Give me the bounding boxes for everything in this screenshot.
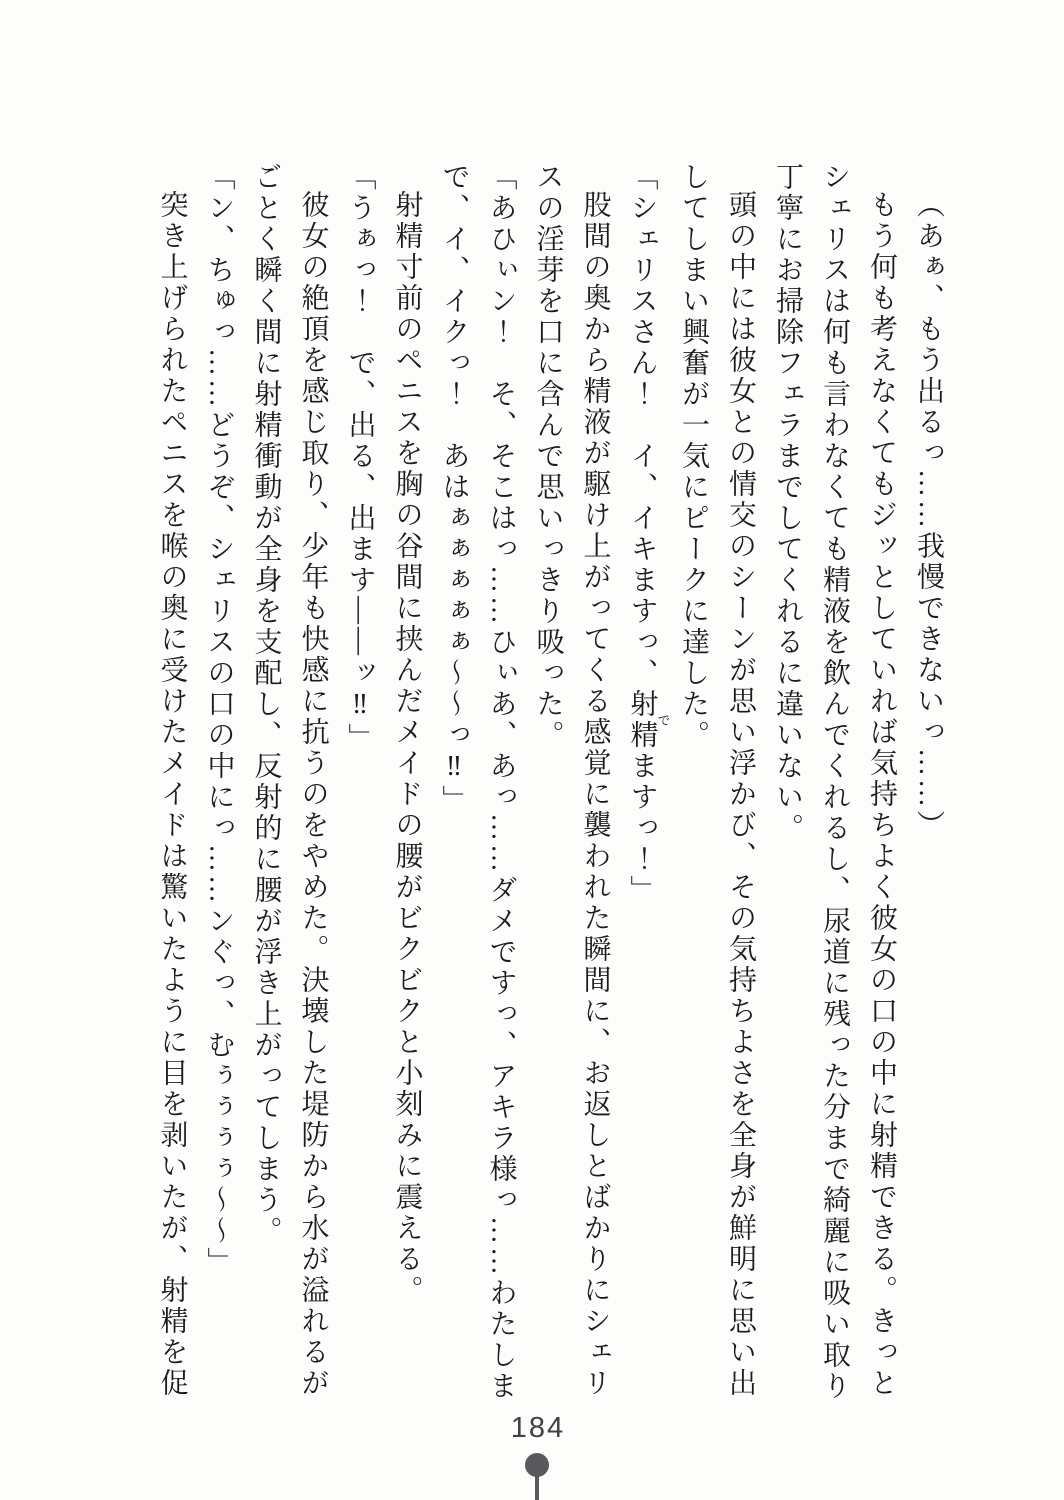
narration-paragraph: 彼女の絶頂を感じ取り、少年も快感に抗うのをやめた。決壊した堤防から水が溢れるがごとく瞬く間に射精衝動が全身を支配し、反射的に腰が浮き上がってしまう。	[250, 162, 329, 1399]
page-number: 184	[510, 1412, 566, 1444]
dialogue-paragraph: 「あひぃン！ そ、そこはっ……ひぃあ、あっ……ダメですっ、アキラ様っ……わたしまで、イ、イクっ！ あはぁぁぁぁぁ～～っ‼」	[438, 162, 517, 1402]
narration-paragraph: 突き上げられたペニスを喉の奥に受けたメイドは驚いたように目を剥いたが、射精を促	[156, 190, 188, 1399]
furigana-text: で	[655, 689, 671, 751]
ruby-word	[626, 689, 671, 751]
dialogue-text: ますっ！」	[626, 751, 658, 906]
page-marker-stem-icon	[535, 1465, 539, 1500]
thought-paragraph: （あぁ、もう出るっ……我慢できないっ……）	[913, 190, 944, 841]
dialogue-text: 「シェリスさん！ イ、イキますっ、	[626, 162, 658, 689]
dialogue-paragraph: 「ン、ちゅっ……どうぞ、シェリスの口の中にっ……ンぐっ、むぅぅぅぅ～～」	[203, 162, 235, 1278]
dialogue-paragraph: 「うぁっ！ で、出る、出ます――ッ‼」	[344, 162, 376, 754]
page-text	[149, 162, 953, 1412]
narration-paragraph: もう何も考えなくてもジッとしていれば気持ちよく彼女の口の中に射精できる。きっとシェリスは何も言わなくても精液を飲んでくれるし、尿道に残った分まで綺麗に吸い取り丁寧にお掃除フェラまでしてくれるに違いない。	[772, 162, 897, 1402]
narration-paragraph: 頭の中には彼女との情交のシーンが思い浮かび、その気持ちよさを全身が鮮明に思い出してしまい興奮が一気にピークに達した。	[678, 162, 756, 1399]
narration-paragraph: 股間の奥から精液が駆け上がってくる感覚に襲われた瞬間に、お返しとばかりにシェリスの淫芽を口に含んで思いっきり吸った。	[532, 162, 611, 1399]
ruby-base-text: 射精	[626, 689, 658, 751]
narration-paragraph: 射精寸前のペニスを胸の谷間に挟んだメイドの腰がビクビクと小刻みに震える。	[391, 190, 423, 1306]
dialogue-paragraph	[619, 162, 671, 1412]
